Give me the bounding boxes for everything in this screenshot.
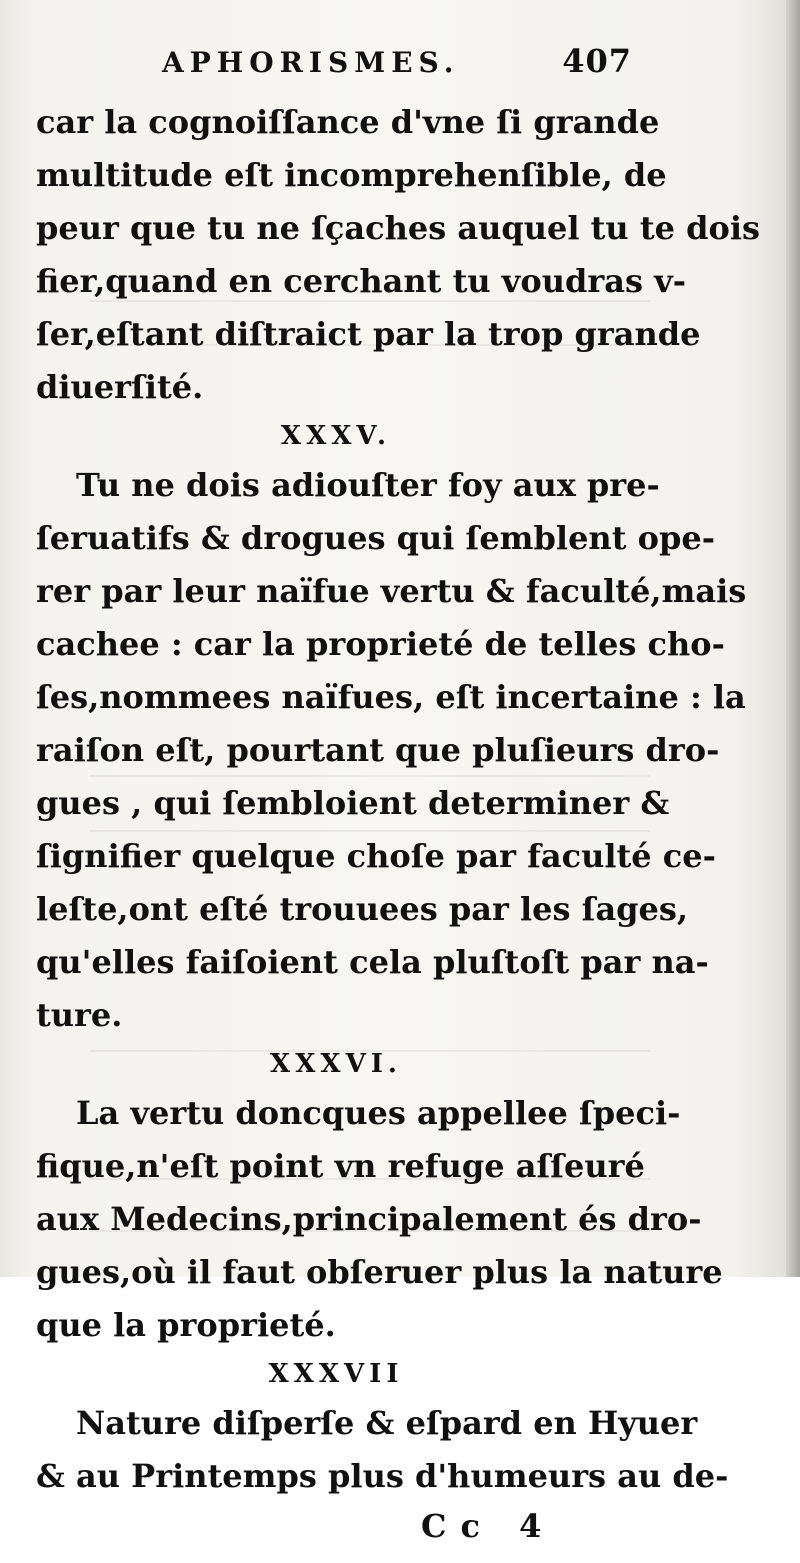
text-line: rer par leur naïfue vertu & faculté,mais [36,572,747,610]
text-line: ſer,eſtant diſtraict par la trop grande [36,315,701,353]
text-line: multitude eſt incomprehenſible, de [36,156,667,194]
text-line: gues , qui ſembloient determiner & [36,784,670,822]
text-line: car la cognoiſſance d'vne ſi grande [36,103,660,141]
signature-mark [36,1503,636,1563]
text-line: La vertu doncques appellee ſpeci- [76,1094,681,1132]
page-edge-shadow [786,0,800,1277]
text-line: Tu ne dois adiouſter foy aux pre- [76,466,660,504]
aphorism-37 [36,1397,729,1503]
page-text [36,34,760,1563]
aphorism-heading-35: XXXV. [280,421,392,451]
text-line: que la proprieté. [36,1306,336,1344]
aphorism-heading-36: XXXVI. [270,1049,402,1079]
text-line: ſes,nommees naïfues, eſt incertaine : la [36,678,746,716]
text-line: raiſon eſt, pourtant que pluſieurs dro- [36,731,720,769]
page-header [36,34,636,96]
aphorism-34-continuation [36,96,760,414]
text-line: fier,quand en cerchant tu voudras v- [36,262,686,300]
text-line: Nature diſperſe & eſpard en Hyuer [76,1404,698,1442]
text-line: ture. [36,996,123,1034]
text-line: gues,où il faut obſeruer plus la nature [36,1253,723,1291]
signature-text: Cc 4 [421,1507,556,1545]
running-title: APHORISMES. [162,46,460,79]
text-line: & au Printemps plus d'humeurs au de- [36,1457,729,1495]
text-line: ſeruatifs & drogues qui ſemblent ope- [36,519,715,557]
text-line: ſignifier quelque choſe par faculté ce- [36,837,716,875]
text-line: leſte,ont eſté trouuees par les ſages, [36,890,689,928]
text-line: cachee : car la proprieté de telles cho- [36,625,725,663]
text-line: peur que tu ne ſçaches auquel tu te dois [36,209,760,247]
aphorism-36 [36,1087,723,1352]
text-line: diuerſité. [36,368,204,406]
text-line: aux Medecins,principalement és dro- [36,1200,702,1238]
page-number: 407 [562,42,632,80]
text-line: fique,n'eſt point vn refuge aſſeuré [36,1147,645,1185]
text-line: qu'elles faiſoient cela pluſtoſt par na- [36,943,709,981]
aphorism-35 [36,459,747,1042]
aphorism-heading-37: XXXVII [268,1359,404,1389]
